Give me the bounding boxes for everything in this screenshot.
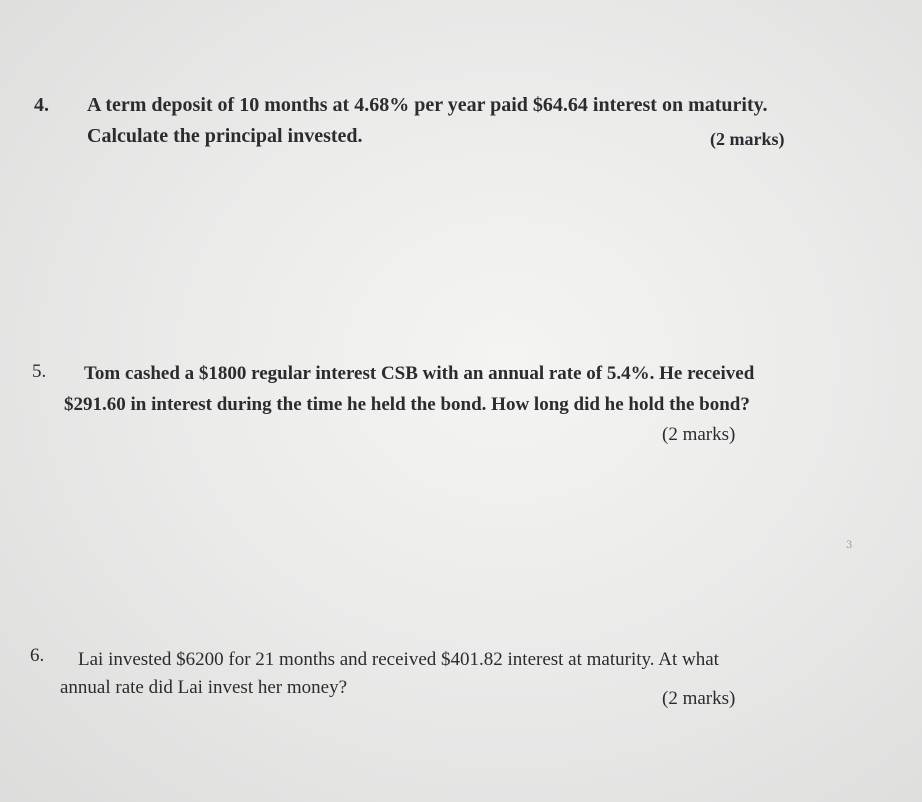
question-number: 5. — [32, 361, 47, 382]
question-text-line-1: A term deposit of 10 months at 4.68% per year paid $64.64 interest on maturity. — [87, 94, 768, 116]
question-number: 4. — [34, 94, 49, 116]
question-text-line-2: $291.60 in interest during the time he held the bond. How long did he hold the bond? — [64, 394, 750, 415]
question-text-line-2: Calculate the principal invested. — [87, 125, 363, 147]
question-number: 6. — [30, 645, 45, 666]
question-text-line-1: Lai invested $6200 for 21 months and received $401.82 interest at maturity. At what — [78, 649, 719, 670]
marks-label: (2 marks) — [662, 424, 736, 445]
marks-label: (2 marks) — [710, 129, 785, 149]
marks-label: (2 marks) — [662, 688, 736, 709]
stray-pencil-mark: 3 — [846, 540, 853, 551]
question-text-line-1: Tom cashed a $1800 regular interest CSB with an annual rate of 5.4%. He received — [84, 363, 755, 384]
question-text-line-2: annual rate did Lai invest her money? — [60, 677, 348, 698]
